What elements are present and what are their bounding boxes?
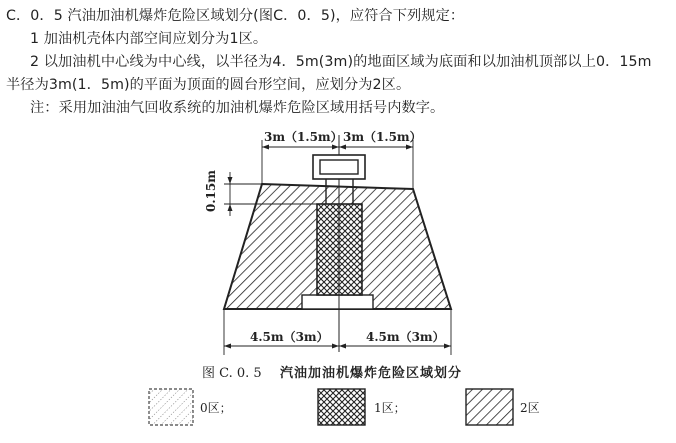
- note-text: 注：采用加油油气回收系统的加油机爆炸危险区域用括号内数字。: [30, 100, 445, 116]
- legend-swatch-zone-0: [149, 389, 193, 425]
- legend-label-zone-2: 2区: [520, 401, 540, 415]
- section-heading: C．0．5 汽油加油机爆炸危险区域划分(图C．0．5)，应符合下列规定：: [6, 8, 465, 24]
- legend-label-zone-1: 1区；: [374, 401, 406, 415]
- rule-item-1: 1 加油机壳体内部空间应划分为1区。: [30, 31, 268, 47]
- legend-swatch-zone-1: [318, 389, 365, 425]
- rule-item-2: 2 以加油机中心线为中心线，以半径为4．5m(3m)的地面区域为底面和以加油机顶部以上0．15m: [30, 54, 652, 70]
- dim-top-left: 3m（1.5m）: [264, 130, 343, 144]
- dim-side-height: 0.15m: [204, 170, 218, 212]
- dispenser-base: [302, 295, 373, 309]
- legend-label-zone-0: 0区；: [200, 401, 232, 415]
- dispenser-sign-inner: [320, 160, 358, 174]
- dim-bottom-right: 4.5m（3m）: [366, 330, 445, 344]
- dim-top-right: 3m（1.5m）: [343, 130, 422, 144]
- figure-caption-title: 汽油加油机爆炸危险区域划分: [280, 366, 463, 381]
- legend-swatch-zone-2: [466, 389, 513, 425]
- dim-bottom-left: 4.5m（3m）: [250, 330, 329, 344]
- rule-item-2-continued: 半径为3m(1．5m)的平面为顶面的圆台形空间，应划分为2区。: [6, 77, 411, 93]
- figure-caption-number: 图 C. 0. 5: [202, 366, 262, 381]
